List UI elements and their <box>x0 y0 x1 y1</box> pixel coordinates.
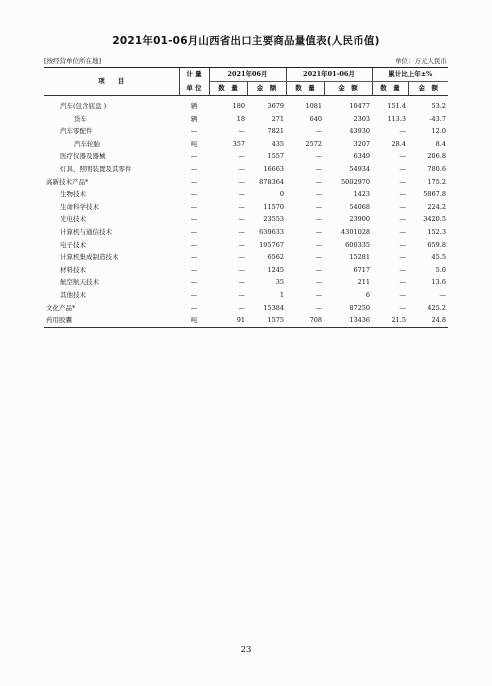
cell-unit: — <box>190 290 198 299</box>
cell-p-qty: — <box>399 127 406 136</box>
cell-m-qty: — <box>238 290 245 299</box>
cell-unit: — <box>190 177 198 186</box>
cell-m-qty: — <box>238 190 245 199</box>
cell-c-qty: 1081 <box>305 102 322 110</box>
cell-c-amt: 6717 <box>353 265 370 274</box>
month-group-header: 2021年06月 <box>209 68 286 82</box>
table-row <box>44 239 448 252</box>
table-row <box>44 314 448 327</box>
cell-c-qty: 708 <box>286 314 324 327</box>
cell-c-qty: — <box>315 152 322 161</box>
yoy-amt-header: 金 额 <box>408 82 448 96</box>
cell-name: 材料技术 <box>60 265 86 274</box>
cell-p-qty: — <box>399 303 406 312</box>
cell-unit: — <box>190 253 198 262</box>
cell-p-amt: 13.6 <box>431 278 446 287</box>
yoy-group-header: 累计比上年±% <box>372 68 448 82</box>
cell-p-qty: — <box>399 253 406 262</box>
cell-c-qty: — <box>315 215 322 224</box>
cell-m-qty: — <box>238 202 245 211</box>
table-row <box>44 125 448 138</box>
table-row <box>44 176 448 189</box>
cell-m-qty: 180 <box>232 102 245 110</box>
cell-c-amt: 5002970 <box>341 177 370 186</box>
cum-amt-header: 金 额 <box>324 82 372 96</box>
cell-p-amt: 224.2 <box>427 202 446 211</box>
cell-unit: — <box>190 127 198 136</box>
page-title: 2021年01-06月山西省出口主要商品量值表(人民币值) <box>112 35 380 47</box>
cell-p-amt: 152.3 <box>427 227 446 236</box>
cell-p-amt: 3420.5 <box>423 215 446 224</box>
cell-c-qty: 640 <box>309 114 322 123</box>
cell-p-amt: 206.8 <box>427 152 446 161</box>
cell-m-amt: 6562 <box>267 253 284 262</box>
cell-c-amt: 23900 <box>349 215 370 224</box>
month-qty-header: 数 量 <box>209 82 247 96</box>
cumulative-group-header: 2021年01-06月 <box>286 68 372 82</box>
table-row <box>44 213 448 226</box>
cell-m-amt: 3679 <box>267 102 284 110</box>
cell-p-qty: 28.4 <box>391 139 406 148</box>
cell-p-qty: — <box>399 190 406 199</box>
cell-m-amt: 195767 <box>259 240 284 249</box>
cell-m-qty: — <box>238 303 245 312</box>
cell-unit: — <box>190 152 198 161</box>
cell-p-qty: — <box>399 164 406 173</box>
cell-name: 药用胶囊 <box>44 314 179 327</box>
cell-name: 航空航天技术 <box>60 278 99 287</box>
table-row <box>44 251 448 264</box>
cell-name: 汽车轮胎 <box>74 139 100 148</box>
cell-unit: — <box>190 164 198 173</box>
cell-c-qty: — <box>315 190 322 199</box>
cell-p-qty: 21.5 <box>372 314 408 327</box>
table-row <box>44 226 448 239</box>
cell-m-amt: 1245 <box>267 265 284 274</box>
table-row <box>44 138 448 151</box>
cell-m-qty: — <box>238 127 245 136</box>
cell-c-amt: 15281 <box>349 253 370 262</box>
cell-c-qty: — <box>315 265 322 274</box>
cell-unit: 辆 <box>190 102 198 110</box>
table-row <box>44 96 448 113</box>
cell-p-qty: — <box>399 215 406 224</box>
cell-m-qty: 357 <box>232 139 245 148</box>
cell-p-amt: 659.8 <box>427 240 446 249</box>
cell-name: 汽车零配件 <box>60 127 93 136</box>
table-row <box>44 150 448 163</box>
cell-c-amt: 43930 <box>349 127 370 136</box>
cell-m-amt: 11570 <box>263 202 284 211</box>
cell-name: 货车 <box>74 114 87 123</box>
yoy-qty-header: 数 量 <box>372 82 408 96</box>
cell-m-qty: — <box>238 240 245 249</box>
table-row <box>44 163 448 176</box>
cell-name: 汽车(包含底盘 ) <box>60 102 107 110</box>
table-row <box>44 276 448 289</box>
cell-name: 生命科学技术 <box>60 202 99 211</box>
cell-c-qty: — <box>315 240 322 249</box>
cell-m-amt: 435 <box>271 139 284 148</box>
cell-unit: — <box>190 265 198 274</box>
cell-name: 文化产品* <box>46 303 76 312</box>
cell-c-qty: — <box>315 177 322 186</box>
cell-p-qty: — <box>399 265 406 274</box>
cell-p-qty: — <box>399 240 406 249</box>
cell-p-qty: 113.3 <box>387 114 406 123</box>
cell-p-qty: — <box>399 290 406 299</box>
cell-m-qty: — <box>238 177 245 186</box>
cell-c-qty: — <box>315 164 322 173</box>
cell-c-amt: 3207 <box>353 139 370 148</box>
cell-unit: — <box>190 190 198 199</box>
export-commodity-table <box>44 67 448 328</box>
cell-m-amt: 0 <box>279 190 284 199</box>
cell-p-qty: — <box>399 227 406 236</box>
table-row <box>44 113 448 126</box>
cell-p-qty: 151.4 <box>387 102 406 110</box>
cell-p-amt: 5.0 <box>435 265 446 274</box>
cell-name: 计算机集成制造技术 <box>60 253 119 262</box>
cell-m-amt: 23553 <box>263 215 284 224</box>
cell-c-amt: 2303 <box>353 114 370 123</box>
cell-name: 光电技术 <box>60 215 86 224</box>
table-row <box>44 201 448 214</box>
cell-name: 医疗仪器及器械 <box>60 152 106 161</box>
cell-m-amt: 16663 <box>263 164 284 173</box>
cell-m-qty: 91 <box>209 314 247 327</box>
cell-m-qty: — <box>238 253 245 262</box>
cell-m-amt: 7821 <box>267 127 284 136</box>
cell-name: 电子技术 <box>60 240 86 249</box>
cell-name: 计算机与通信技术 <box>60 227 112 236</box>
cell-m-qty: — <box>238 152 245 161</box>
cell-m-qty: 18 <box>236 114 245 123</box>
cell-c-amt: 87250 <box>349 303 370 312</box>
cell-p-amt: 45.5 <box>431 253 446 262</box>
basis-note: [按经营单位所在地] <box>44 57 102 65</box>
cell-unit: — <box>190 278 198 287</box>
cell-unit: 吨 <box>190 139 198 148</box>
cell-p-amt: 5867.8 <box>423 190 446 199</box>
cell-m-qty: — <box>238 215 245 224</box>
cell-c-amt: 10477 <box>349 102 370 110</box>
cell-name: 生物技术 <box>60 190 86 199</box>
cell-c-amt: 13436 <box>324 314 372 327</box>
cell-m-amt: 878364 <box>259 177 284 186</box>
item-column-header: 项 目 <box>44 68 179 96</box>
cell-m-amt: 1 <box>279 290 284 299</box>
table-row <box>44 188 448 201</box>
table-row <box>44 302 448 315</box>
cell-unit: 吨 <box>179 314 209 327</box>
cell-c-amt: 600335 <box>345 240 370 249</box>
cell-unit: — <box>190 303 198 312</box>
month-amt-header: 金 额 <box>247 82 286 96</box>
cell-c-amt: 6349 <box>353 152 370 161</box>
cell-p-qty: — <box>399 152 406 161</box>
cell-p-amt: 780.6 <box>427 164 446 173</box>
cell-m-qty: — <box>238 265 245 274</box>
cell-c-qty: — <box>315 303 322 312</box>
cell-p-amt: — <box>439 290 446 299</box>
cell-p-amt: 175.2 <box>427 177 446 186</box>
cell-m-qty: — <box>238 164 245 173</box>
unit-header-top: 计 量 <box>179 68 209 82</box>
cell-m-amt: 15384 <box>263 303 284 312</box>
cell-c-amt: 54934 <box>349 164 370 173</box>
cell-p-amt: 8.4 <box>435 139 446 148</box>
cell-c-qty: — <box>315 278 322 287</box>
cell-p-qty: — <box>399 202 406 211</box>
cell-unit: — <box>190 202 198 211</box>
cum-qty-header: 数 量 <box>286 82 324 96</box>
table-body <box>44 96 448 328</box>
cell-m-qty: — <box>238 227 245 236</box>
cell-c-amt: 1423 <box>353 190 370 199</box>
page-number: 23 <box>240 645 252 655</box>
cell-c-amt: 54068 <box>349 202 370 211</box>
cell-p-amt: 425.2 <box>427 303 446 312</box>
cell-c-qty: — <box>315 202 322 211</box>
header-row-top <box>44 68 448 82</box>
unit-header-bottom: 单 位 <box>179 82 209 96</box>
cell-p-amt: 24.8 <box>408 314 448 327</box>
cell-c-qty: — <box>315 253 322 262</box>
cell-p-qty: — <box>399 278 406 287</box>
cell-m-amt: 271 <box>271 114 284 123</box>
cell-name: 高新技术产品* <box>46 177 89 186</box>
table-row <box>44 289 448 302</box>
cell-c-qty: — <box>315 227 322 236</box>
cell-m-amt: 35 <box>275 278 284 287</box>
cell-unit: — <box>190 215 198 224</box>
cell-p-qty: — <box>399 177 406 186</box>
cell-m-qty: — <box>238 278 245 287</box>
cell-c-qty: — <box>315 127 322 136</box>
cell-p-amt: 53.2 <box>431 102 446 110</box>
cell-m-amt: 1557 <box>267 152 284 161</box>
cell-m-amt: 639633 <box>259 227 284 236</box>
cell-c-qty: — <box>315 290 322 299</box>
table-row <box>44 264 448 277</box>
cell-c-amt: 211 <box>357 278 370 287</box>
cell-unit: 辆 <box>190 114 198 123</box>
cell-p-amt: 12.0 <box>431 127 446 136</box>
cell-unit: — <box>190 240 198 249</box>
cell-unit: — <box>190 227 198 236</box>
cell-name: 灯具、照明装置及其零件 <box>60 164 132 173</box>
cell-c-amt: 4301028 <box>341 227 370 236</box>
cell-name: 其他技术 <box>60 290 86 299</box>
cell-c-qty: 2572 <box>305 139 322 148</box>
cell-m-amt: 1575 <box>247 314 286 327</box>
cell-p-amt: -43.7 <box>429 114 446 123</box>
cell-c-amt: 6 <box>365 290 370 299</box>
unit-note: 单位：万元人民币 <box>395 57 447 65</box>
